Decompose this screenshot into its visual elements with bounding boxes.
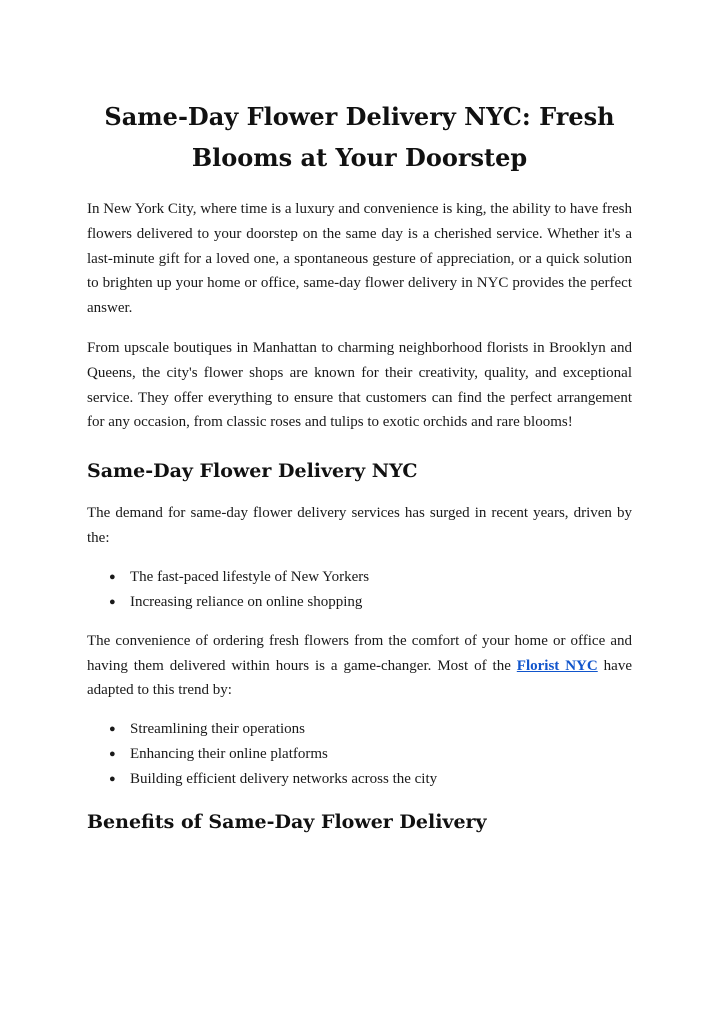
list-item-text: Building efficient delivery networks across the city [130, 771, 438, 788]
list-item [87, 742, 632, 767]
document-page [87, 96, 632, 836]
page-title: Same-Day Flower Delivery NYC: Fresh Blooms at Your Doorstep [104, 102, 615, 172]
bullet-icon: ● [109, 570, 116, 583]
convenience-text-end: have adapted to this trend by: [87, 657, 632, 699]
list-item-text: Streamlining their operations [130, 721, 305, 738]
list-item-text: Enhancing their online platforms [130, 746, 328, 763]
bullet-icon: ● [109, 595, 116, 608]
section-heading-delivery: Same-Day Flower Delivery NYC [87, 460, 418, 483]
convenience-text: The convenience of ordering fresh flowers from the comfort of your home or office and having them delivered within hours is a game-changer. Most of the [87, 632, 632, 674]
intro-paragraph: In New York City, where time is a luxury and convenience is king, the ability to have fresh flowers delivered to your doorstep on the same day is a cherished service. Whether it's a last-minute gift for a loved one, a spontaneous gesture of appreciation, or a quick solution to brighten up your home or office, same-day flower delivery in NYC provides the perfect answer. [87, 201, 632, 317]
section-heading-benefits: Benefits of Same-Day Flower Delivery [87, 811, 487, 834]
list-item-text: Increasing reliance on online shopping [130, 593, 363, 610]
convenience-paragraph [87, 629, 632, 703]
drivers-list [87, 565, 632, 615]
list-item [87, 590, 632, 615]
demand-paragraph: The demand for same-day flower delivery services has surged in recent years, driven by the: [87, 505, 632, 546]
bullet-icon: ● [109, 748, 116, 761]
boutiques-paragraph: From upscale boutiques in Manhattan to charming neighborhood florists in Brooklyn and Queens, the city's flower shops are known for their creativity, quality, and exceptional service. They offer everything to ensure that customers can find the perfect arrangement for any occasion, from classic roses and tulips to exotic orchids and rare blooms! [87, 339, 632, 431]
list-item-text: The fast-paced lifestyle of New Yorkers [130, 568, 370, 585]
florist-nyc-link[interactable]: Florist NYC [516, 657, 598, 674]
list-item [87, 717, 632, 742]
bullet-icon: ● [109, 773, 116, 786]
list-item [87, 767, 632, 792]
adaptations-list [87, 717, 632, 792]
bullet-icon: ● [109, 723, 116, 736]
list-item [87, 565, 632, 590]
